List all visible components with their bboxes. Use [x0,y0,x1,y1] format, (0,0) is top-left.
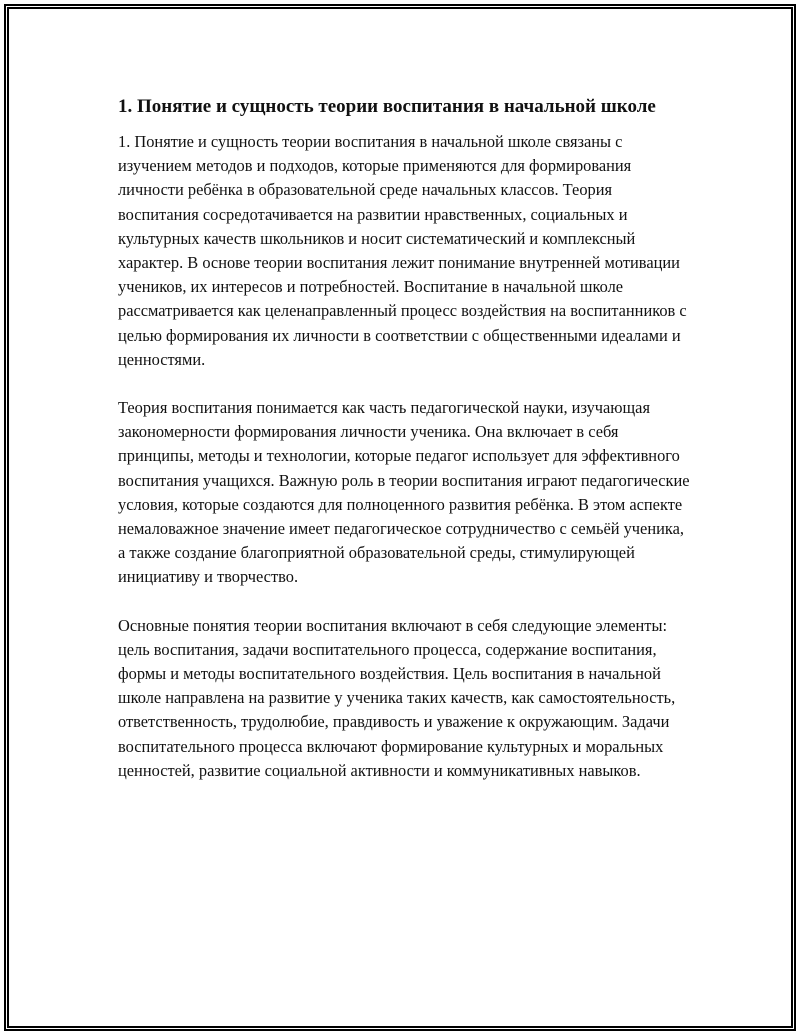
paragraph-2: Теория воспитания понимается как часть педагогической науки, изучающая закономерности формирования личности ученика. Она включает в себя принципы, методы и технологии, которые педагог использует для эффективного воспитания учащихся. Важную роль в теории воспитания играют педагогические условия, которые создаются для полноценного развития ребёнка. В этом аспекте немаловажное значение имеет педагогическое сотрудничество с семьёй ученика, а также создание благоприятной образовательной среды, стимулирующей инициативу и творчество. [118,398,690,587]
section-heading: 1. Понятие и сущность теории воспитания в начальной школе [118,96,656,117]
paragraph-3: Основные понятия теории воспитания включают в себя следующие элементы: цель воспитания, задачи воспитательного процесса, содержание воспитания, формы и методы воспитательного воздействия. Цель воспитания в начальной школе направлена на развитие у ученика таких качеств, как самостоятельность, ответственность, трудолюбие, правдивость и уважение к окружающим. Задачи воспитательного процесса включают формирование культурных и моральных ценностей, развитие социальной активности и коммуникативных навыков. [118,615,676,780]
document-body [118,93,690,807]
paragraph-1: 1. Понятие и сущность теории воспитания в начальной школе связаны с изучением методов и подходов, которые применяются для формирования личности ребёнка в образовательной среде начальных классов. Теория воспитания сосредотачивается на развитии нравственных, социальных и культурных качеств школьников и носит систематический и комплексный характер. В основе теории воспитания лежит понимание внутренней мотивации учеников, их интересов и потребностей. Воспитание в начальной школе рассматривается как целенаправленный процесс воздействия на воспитанников с целью формирования их личности в соответствии с общественными идеалами и ценностями. [118,132,687,369]
